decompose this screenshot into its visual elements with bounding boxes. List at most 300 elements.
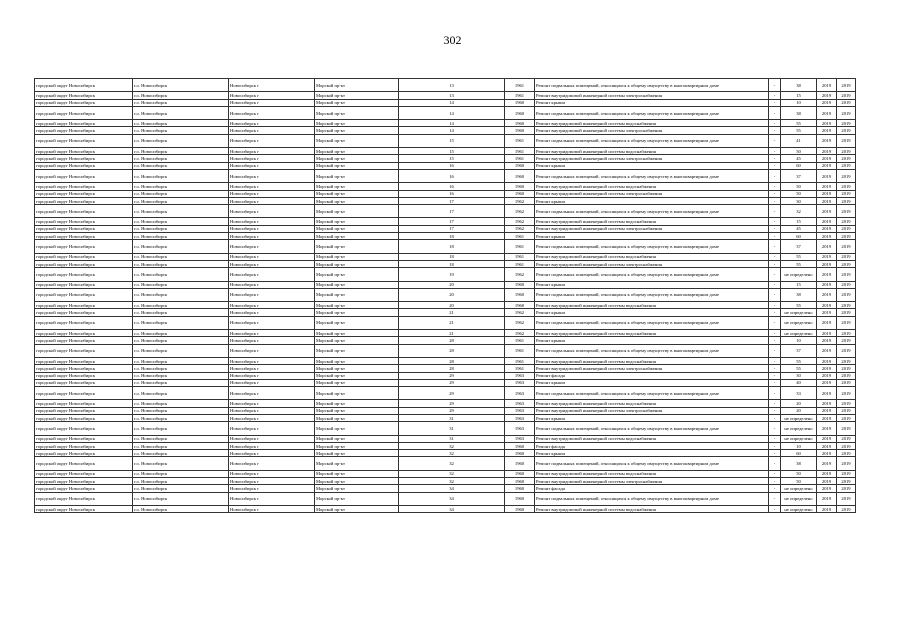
built-year-cell: 1961	[505, 148, 535, 155]
work-type-cell: Ремонт внутридомовой инженерной системы водоснабжения	[535, 183, 769, 190]
district-cell: городской округ Новосибирск	[35, 120, 133, 127]
locality-cell: Новосибирск г	[229, 288, 315, 301]
table-body	[35, 79, 856, 513]
year-to-cell: 2019	[837, 387, 856, 400]
street-cell: Морской пр-кт	[315, 450, 399, 457]
dash-cell: -	[769, 337, 781, 344]
district-cell: городской округ Новосибирск	[35, 233, 133, 240]
year-from-cell: 2019	[817, 120, 837, 127]
locality-cell: Новосибирск г	[229, 233, 315, 240]
table-row	[35, 387, 856, 400]
city-district-cell: г.о. Новосибирск	[133, 233, 229, 240]
district-cell: городской округ Новосибирск	[35, 344, 133, 357]
built-year-cell: 1963	[505, 387, 535, 400]
locality-cell: Новосибирск г	[229, 414, 315, 421]
city-district-cell: г.о. Новосибирск	[133, 337, 229, 344]
district-cell: городской округ Новосибирск	[35, 92, 133, 99]
district-cell: городской округ Новосибирск	[35, 253, 133, 260]
cost-cell: 45	[781, 225, 817, 232]
district-cell: городской округ Новосибирск	[35, 155, 133, 162]
cost-cell: 30	[781, 197, 817, 204]
year-from-cell: 2019	[817, 268, 837, 281]
district-cell: городской округ Новосибирск	[35, 134, 133, 147]
street-cell: Морской пр-кт	[315, 387, 399, 400]
house-number-cell: 21	[399, 309, 505, 316]
year-to-cell: 2019	[837, 288, 856, 301]
dash-cell: -	[769, 225, 781, 232]
dash-cell: -	[769, 316, 781, 329]
table-row	[35, 450, 856, 457]
table-row	[35, 99, 856, 106]
house-number-cell: 17	[399, 218, 505, 225]
work-type-cell: Ремонт внутридомовой инженерной системы водоснабжения	[535, 218, 769, 225]
table-row	[35, 127, 856, 134]
locality-cell: Новосибирск г	[229, 478, 315, 485]
city-district-cell: г.о. Новосибирск	[133, 330, 229, 337]
year-from-cell: 2019	[817, 457, 837, 470]
cost-cell: не определено	[781, 330, 817, 337]
built-year-cell: 1961	[505, 260, 535, 267]
built-year-cell: 1960	[505, 478, 535, 485]
work-type-cell: Ремонт внутридомовой инженерной системы электроснабжения	[535, 190, 769, 197]
cost-cell: 55	[781, 127, 817, 134]
street-cell: Морской пр-кт	[315, 120, 399, 127]
work-type-cell: Ремонт подвальных помещений, относящихся к общему имуществу в многоквартирном доме	[535, 344, 769, 357]
year-to-cell: 2019	[837, 134, 856, 147]
cost-cell: 37	[781, 240, 817, 253]
year-to-cell: 2019	[837, 218, 856, 225]
city-district-cell: г.о. Новосибирск	[133, 92, 229, 99]
table-row	[35, 470, 856, 477]
street-cell: Морской пр-кт	[315, 337, 399, 344]
cost-cell: 41	[781, 134, 817, 147]
table-row	[35, 365, 856, 372]
table-row	[35, 281, 856, 288]
year-to-cell: 2019	[837, 169, 856, 182]
cost-cell: 32	[781, 205, 817, 218]
locality-cell: Новосибирск г	[229, 435, 315, 442]
street-cell: Морской пр-кт	[315, 205, 399, 218]
district-cell: городской округ Новосибирск	[35, 330, 133, 337]
year-from-cell: 2019	[817, 344, 837, 357]
locality-cell: Новосибирск г	[229, 92, 315, 99]
year-to-cell: 2019	[837, 337, 856, 344]
district-cell: городской округ Новосибирск	[35, 205, 133, 218]
year-from-cell: 2019	[817, 414, 837, 421]
locality-cell: Новосибирск г	[229, 450, 315, 457]
table-row	[35, 457, 856, 470]
dash-cell: -	[769, 407, 781, 414]
city-district-cell: г.о. Новосибирск	[133, 492, 229, 505]
house-number-cell: 29	[399, 400, 505, 407]
house-number-cell: 18	[399, 253, 505, 260]
street-cell: Морской пр-кт	[315, 316, 399, 329]
house-number-cell: 28	[399, 357, 505, 364]
dash-cell: -	[769, 379, 781, 386]
street-cell: Морской пр-кт	[315, 505, 399, 512]
house-number-cell: 19	[399, 268, 505, 281]
table-row	[35, 106, 856, 119]
house-number-cell: 31	[399, 435, 505, 442]
house-number-cell: 21	[399, 330, 505, 337]
cost-cell: 15	[781, 218, 817, 225]
house-number-cell: 14	[399, 120, 505, 127]
work-type-cell: Ремонт внутридомовой инженерной системы водоснабжения	[535, 253, 769, 260]
year-to-cell: 2019	[837, 414, 856, 421]
locality-cell: Новосибирск г	[229, 442, 315, 449]
house-number-cell: 18	[399, 233, 505, 240]
city-district-cell: г.о. Новосибирск	[133, 365, 229, 372]
year-to-cell: 2019	[837, 106, 856, 119]
dash-cell: -	[769, 422, 781, 435]
built-year-cell: 1960	[505, 162, 535, 169]
year-to-cell: 2019	[837, 485, 856, 492]
locality-cell: Новосибирск г	[229, 457, 315, 470]
year-from-cell: 2019	[817, 148, 837, 155]
locality-cell: Новосибирск г	[229, 365, 315, 372]
house-number-cell: 29	[399, 387, 505, 400]
district-cell: городской округ Новосибирск	[35, 190, 133, 197]
built-year-cell: 1961	[505, 253, 535, 260]
locality-cell: Новосибирск г	[229, 407, 315, 414]
work-type-cell: Ремонт внутридомовой инженерной системы водоснабжения	[535, 330, 769, 337]
year-from-cell: 2019	[817, 316, 837, 329]
dash-cell: -	[769, 478, 781, 485]
year-to-cell: 2019	[837, 99, 856, 106]
year-to-cell: 2019	[837, 120, 856, 127]
house-number-cell: 20	[399, 281, 505, 288]
table-row	[35, 400, 856, 407]
street-cell: Морской пр-кт	[315, 288, 399, 301]
built-year-cell: 1960	[505, 485, 535, 492]
dash-cell: -	[769, 197, 781, 204]
locality-cell: Новосибирск г	[229, 422, 315, 435]
year-from-cell: 2019	[817, 233, 837, 240]
street-cell: Морской пр-кт	[315, 106, 399, 119]
locality-cell: Новосибирск г	[229, 302, 315, 309]
cost-cell: 55	[781, 302, 817, 309]
year-from-cell: 2019	[817, 183, 837, 190]
built-year-cell: 1961	[505, 337, 535, 344]
work-type-cell: Ремонт подвальных помещений, относящихся к общему имуществу в многоквартирном доме	[535, 268, 769, 281]
year-from-cell: 2019	[817, 302, 837, 309]
street-cell: Морской пр-кт	[315, 414, 399, 421]
street-cell: Морской пр-кт	[315, 169, 399, 182]
house-number-cell: 18	[399, 260, 505, 267]
city-district-cell: г.о. Новосибирск	[133, 288, 229, 301]
city-district-cell: г.о. Новосибирск	[133, 422, 229, 435]
work-type-cell: Ремонт крыши	[535, 337, 769, 344]
built-year-cell: 1960	[505, 190, 535, 197]
house-number-cell: 16	[399, 169, 505, 182]
year-to-cell: 2019	[837, 457, 856, 470]
built-year-cell: 1961	[505, 79, 535, 92]
street-cell: Морской пр-кт	[315, 197, 399, 204]
city-district-cell: г.о. Новосибирск	[133, 450, 229, 457]
built-year-cell: 1962	[505, 309, 535, 316]
cost-cell: не определено	[781, 309, 817, 316]
year-from-cell: 2019	[817, 357, 837, 364]
year-from-cell: 2019	[817, 505, 837, 512]
district-cell: городской округ Новосибирск	[35, 407, 133, 414]
dash-cell: -	[769, 330, 781, 337]
year-from-cell: 2019	[817, 470, 837, 477]
street-cell: Морской пр-кт	[315, 92, 399, 99]
cost-cell: не определено	[781, 492, 817, 505]
built-year-cell: 1963	[505, 372, 535, 379]
year-to-cell: 2019	[837, 442, 856, 449]
built-year-cell: 1961	[505, 233, 535, 240]
street-cell: Морской пр-кт	[315, 148, 399, 155]
dash-cell: -	[769, 492, 781, 505]
year-from-cell: 2019	[817, 365, 837, 372]
street-cell: Морской пр-кт	[315, 134, 399, 147]
locality-cell: Новосибирск г	[229, 485, 315, 492]
year-from-cell: 2019	[817, 450, 837, 457]
dash-cell: -	[769, 155, 781, 162]
work-type-cell: Ремонт крыши	[535, 233, 769, 240]
dash-cell: -	[769, 505, 781, 512]
cost-cell: не определено	[781, 414, 817, 421]
locality-cell: Новосибирск г	[229, 253, 315, 260]
table-row	[35, 330, 856, 337]
house-number-cell: 28	[399, 365, 505, 372]
year-to-cell: 2019	[837, 492, 856, 505]
dash-cell: -	[769, 120, 781, 127]
city-district-cell: г.о. Новосибирск	[133, 470, 229, 477]
dash-cell: -	[769, 268, 781, 281]
district-cell: городской округ Новосибирск	[35, 281, 133, 288]
year-to-cell: 2019	[837, 344, 856, 357]
dash-cell: -	[769, 414, 781, 421]
house-number-cell: 31	[399, 414, 505, 421]
work-type-cell: Ремонт подвальных помещений, относящихся к общему имуществу в многоквартирном доме	[535, 169, 769, 182]
cost-cell: 33	[781, 387, 817, 400]
street-cell: Морской пр-кт	[315, 457, 399, 470]
year-to-cell: 2019	[837, 253, 856, 260]
city-district-cell: г.о. Новосибирск	[133, 127, 229, 134]
built-year-cell: 1961	[505, 240, 535, 253]
year-to-cell: 2019	[837, 372, 856, 379]
built-year-cell: 1960	[505, 281, 535, 288]
work-type-cell: Ремонт внутридомовой инженерной системы электроснабжения	[535, 478, 769, 485]
cost-cell: не определено	[781, 422, 817, 435]
year-to-cell: 2019	[837, 79, 856, 92]
table-row	[35, 190, 856, 197]
dash-cell: -	[769, 190, 781, 197]
locality-cell: Новосибирск г	[229, 387, 315, 400]
dash-cell: -	[769, 457, 781, 470]
house-number-cell: 14	[399, 99, 505, 106]
built-year-cell: 1961	[505, 155, 535, 162]
city-district-cell: г.о. Новосибирск	[133, 106, 229, 119]
cost-cell: 55	[781, 260, 817, 267]
locality-cell: Новосибирск г	[229, 470, 315, 477]
work-type-cell: Ремонт подвальных помещений, относящихся к общему имуществу в многоквартирном доме	[535, 79, 769, 92]
year-from-cell: 2019	[817, 253, 837, 260]
house-number-cell: 14	[399, 127, 505, 134]
year-to-cell: 2019	[837, 435, 856, 442]
street-cell: Морской пр-кт	[315, 225, 399, 232]
built-year-cell: 1962	[505, 316, 535, 329]
street-cell: Морской пр-кт	[315, 309, 399, 316]
city-district-cell: г.о. Новосибирск	[133, 169, 229, 182]
street-cell: Морской пр-кт	[315, 422, 399, 435]
house-number-cell: 29	[399, 379, 505, 386]
work-type-cell: Ремонт подвальных помещений, относящихся к общему имуществу в многоквартирном доме	[535, 205, 769, 218]
locality-cell: Новосибирск г	[229, 268, 315, 281]
cost-cell: 20	[781, 400, 817, 407]
street-cell: Морской пр-кт	[315, 435, 399, 442]
built-year-cell: 1960	[505, 302, 535, 309]
built-year-cell: 1961	[505, 344, 535, 357]
dash-cell: -	[769, 162, 781, 169]
table-row	[35, 407, 856, 414]
year-to-cell: 2019	[837, 379, 856, 386]
table-row	[35, 372, 856, 379]
district-cell: городской округ Новосибирск	[35, 288, 133, 301]
table-row	[35, 485, 856, 492]
locality-cell: Новосибирск г	[229, 190, 315, 197]
street-cell: Морской пр-кт	[315, 190, 399, 197]
city-district-cell: г.о. Новосибирск	[133, 407, 229, 414]
city-district-cell: г.о. Новосибирск	[133, 372, 229, 379]
cost-cell: 55	[781, 120, 817, 127]
dash-cell: -	[769, 344, 781, 357]
built-year-cell: 1963	[505, 435, 535, 442]
district-cell: городской округ Новосибирск	[35, 99, 133, 106]
repair-schedule-table	[34, 78, 856, 513]
city-district-cell: г.о. Новосибирск	[133, 148, 229, 155]
locality-cell: Новосибирск г	[229, 183, 315, 190]
built-year-cell: 1962	[505, 197, 535, 204]
locality-cell: Новосибирск г	[229, 400, 315, 407]
built-year-cell: 1960	[505, 120, 535, 127]
cost-cell: 37	[781, 344, 817, 357]
city-district-cell: г.о. Новосибирск	[133, 79, 229, 92]
built-year-cell: 1960	[505, 169, 535, 182]
house-number-cell: 16	[399, 190, 505, 197]
year-from-cell: 2019	[817, 260, 837, 267]
cost-cell: не определено	[781, 435, 817, 442]
district-cell: городской округ Новосибирск	[35, 316, 133, 329]
table-row	[35, 134, 856, 147]
year-from-cell: 2019	[817, 435, 837, 442]
built-year-cell: 1960	[505, 492, 535, 505]
table-row	[35, 442, 856, 449]
built-year-cell: 1963	[505, 407, 535, 414]
cost-cell: не определено	[781, 316, 817, 329]
table-row	[35, 309, 856, 316]
cost-cell: 38	[781, 457, 817, 470]
built-year-cell: 1960	[505, 505, 535, 512]
table-row	[35, 379, 856, 386]
street-cell: Морской пр-кт	[315, 400, 399, 407]
house-number-cell: 32	[399, 478, 505, 485]
house-number-cell: 17	[399, 197, 505, 204]
year-to-cell: 2019	[837, 190, 856, 197]
table-row	[35, 288, 856, 301]
city-district-cell: г.о. Новосибирск	[133, 435, 229, 442]
work-type-cell: Ремонт внутридомовой инженерной системы водоснабжения	[535, 357, 769, 364]
table-row	[35, 414, 856, 421]
street-cell: Морской пр-кт	[315, 260, 399, 267]
district-cell: городской округ Новосибирск	[35, 225, 133, 232]
street-cell: Морской пр-кт	[315, 492, 399, 505]
cost-cell: 15	[781, 92, 817, 99]
locality-cell: Новосибирск г	[229, 120, 315, 127]
house-number-cell: 20	[399, 302, 505, 309]
street-cell: Морской пр-кт	[315, 442, 399, 449]
cost-cell: не определено	[781, 505, 817, 512]
work-type-cell: Ремонт внутридомовой инженерной системы электроснабжения	[535, 127, 769, 134]
street-cell: Морской пр-кт	[315, 407, 399, 414]
year-to-cell: 2019	[837, 233, 856, 240]
table-row	[35, 92, 856, 99]
built-year-cell: 1962	[505, 218, 535, 225]
year-from-cell: 2019	[817, 197, 837, 204]
dash-cell: -	[769, 281, 781, 288]
street-cell: Морской пр-кт	[315, 218, 399, 225]
cost-cell: 15	[781, 281, 817, 288]
house-number-cell: 34	[399, 492, 505, 505]
year-from-cell: 2019	[817, 379, 837, 386]
dash-cell: -	[769, 309, 781, 316]
cost-cell: 55	[781, 253, 817, 260]
district-cell: городской округ Новосибирск	[35, 183, 133, 190]
cost-cell: 40	[781, 379, 817, 386]
city-district-cell: г.о. Новосибирск	[133, 302, 229, 309]
district-cell: городской округ Новосибирск	[35, 365, 133, 372]
year-to-cell: 2019	[837, 407, 856, 414]
city-district-cell: г.о. Новосибирск	[133, 478, 229, 485]
locality-cell: Новосибирск г	[229, 169, 315, 182]
cost-cell: 55	[781, 365, 817, 372]
year-from-cell: 2019	[817, 407, 837, 414]
year-from-cell: 2019	[817, 281, 837, 288]
dash-cell: -	[769, 288, 781, 301]
street-cell: Морской пр-кт	[315, 155, 399, 162]
built-year-cell: 1962	[505, 205, 535, 218]
district-cell: городской округ Новосибирск	[35, 79, 133, 92]
dash-cell: -	[769, 435, 781, 442]
city-district-cell: г.о. Новосибирск	[133, 134, 229, 147]
year-from-cell: 2019	[817, 134, 837, 147]
built-year-cell: 1960	[505, 127, 535, 134]
year-to-cell: 2019	[837, 268, 856, 281]
city-district-cell: г.о. Новосибирск	[133, 155, 229, 162]
city-district-cell: г.о. Новосибирск	[133, 260, 229, 267]
table-row	[35, 79, 856, 92]
built-year-cell: 1960	[505, 183, 535, 190]
locality-cell: Новосибирск г	[229, 134, 315, 147]
dash-cell: -	[769, 450, 781, 457]
year-to-cell: 2019	[837, 400, 856, 407]
street-cell: Морской пр-кт	[315, 330, 399, 337]
district-cell: городской округ Новосибирск	[35, 268, 133, 281]
dash-cell: -	[769, 357, 781, 364]
table-row	[35, 260, 856, 267]
table-row	[35, 253, 856, 260]
built-year-cell: 1963	[505, 422, 535, 435]
city-district-cell: г.о. Новосибирск	[133, 120, 229, 127]
dash-cell: -	[769, 134, 781, 147]
built-year-cell: 1962	[505, 225, 535, 232]
house-number-cell: 18	[399, 240, 505, 253]
table-row	[35, 155, 856, 162]
locality-cell: Новосибирск г	[229, 127, 315, 134]
year-to-cell: 2019	[837, 162, 856, 169]
